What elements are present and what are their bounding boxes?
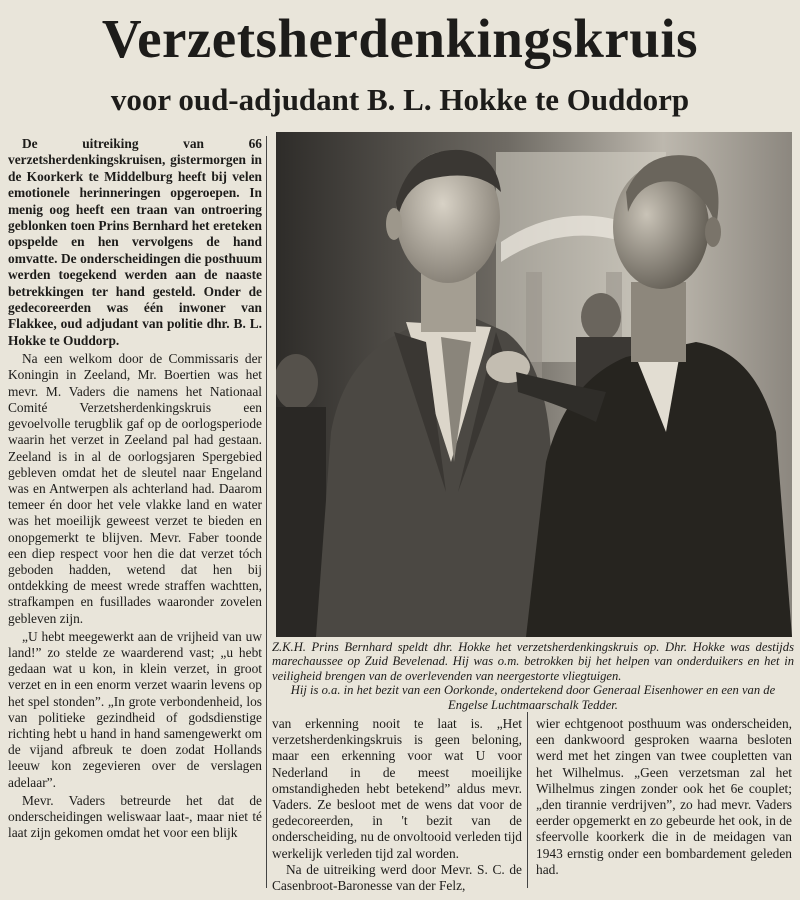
column-divider-2 (527, 712, 528, 888)
news-photo (276, 132, 792, 637)
middle-column (272, 716, 522, 894)
intro-paragraph: De uitreiking van 66 verzetsherdenkingskruisen, gistermorgen in de Koorkerk te Middelburg heeft bij velen emotionele herinneringen opgeroepen. In menig oog heeft een traan van ontroering geblonken toen Prins Bernhard het ereteken opspelde en hen vervolgens de hand omvatte. De onderscheidingen die posthuum werden toegekend werden aan de naaste betrekkingen ter hand gesteld. Onder de gedecoreerden was één inwoner van Flakkee, oud adjudant van politie dhr. B. L. Hokke te Ouddorp. (8, 136, 262, 348)
caption-end: Hij is o.a. in het bezit van een Oorkonde, ondertekend door Generaal Eisenhower en een van de Engelse Luchtmaarschalk Tedder. (290, 683, 776, 712)
headline: Verzetsherdenkingskruis (101, 8, 699, 69)
photo-caption (272, 640, 794, 712)
body-paragraph-2: „U hebt meegewerkt aan de vrijheid van uw land!” zo stelde ze waarderend vast; „u hebt gedaan wat u kon, in klein verzet, in groot verzet en in een enorm verzet waarin levens op het spel stonden”. „In grote verbondenheid, los van politieke gezindheid of godsdienstige richting hebt u hand in hand samengewerkt om de vijand afbreuk te doen zodat Hollands leeuw kon zegevieren over de verslagen adelaar”. (8, 628, 262, 790)
mid-paragraph-2: Na de uitreiking werd door Mevr. S. C. de Casenbroot-Baronesse van der Felz, (272, 861, 522, 894)
left-column (8, 136, 262, 841)
right-column (536, 716, 792, 878)
caption-text: Z.K.H. Prins Bernhard speldt dhr. Hokke het verzetsherdenkingskruis op. Dhr. Hokke was destijds marechaussee op Zuid Bevelenad. Hij was o.m. betrokken bij het helpen van onderduikers en het in veiligheid brengen van de overlevenden van neergestorte vliegtuigen. (272, 640, 794, 683)
body-paragraph-1: Na een welkom door de Commissaris der Koningin in Zeeland, Mr. Boertien was het mevr. M. Vaders die namens het Nationaal Comité Verzetsherdenkingskruis een gevoelvolle terugblik gaf op de oorlogsperiode waarin het verzet in Zeeland pal had gestaan. Zeeland is in al de oorlogsjaren Spergebied gebleven omdat het de sleutel naar Engeland was en Antwerpen als achterland had. Daarom temeer én door het vele vlakke land en water was het moeilijk geweest verzet te bieden en onopgemerkt te blijven. Mevr. Faber toonde een diep respect voor hen die dat verzet tóch geboden hadden, wetend dat hen bij ontdekking de meest wrede straffen wachtten, strafkampen en fusillades waaronder zovelen gebleven zijn. (8, 351, 262, 626)
body-paragraph-3: Mevr. Vaders betreurde het dat de onderscheidingen weliswaar laat-, maar niet té laat zijn gekomen omdat het voor een blijk (8, 792, 262, 841)
mid-paragraph-1: van erkenning nooit te laat is. „Het verzetsherdenkingskruis is geen beloning, maar een erkenning voor wat U voor Nederland in de meest moeilijke omstandigheden hebt betekend” aldus mevr. Vaders. Ze besloot met de wens dat voor de gedecoreerden, in 't bezit van de onderscheiding, nu de onvoltooid verleden tijd werkelijk verleden tijd zal worden. (272, 716, 522, 861)
right-paragraph-1: wier echtgenoot posthuum was onderscheiden, een dankwoord gesproken waarna besloten werd met het zingen van twee coupletten van het Wilhelmus. „Geen verzetsman zal het Wilhelmus zingen zonder ook het 6e couplet; „den tirannie verdrijven”, zo had mevr. Vaders eerder opgemerkt en zo gebeurde het ook, in de sfeervolle koorkerk die in de meidagen van 1943 ernstig onder een bombardement geleden had. (536, 716, 792, 877)
column-divider (266, 136, 267, 888)
subheadline: voor oud-adjudant B. L. Hokke te Ouddorp (110, 82, 690, 117)
